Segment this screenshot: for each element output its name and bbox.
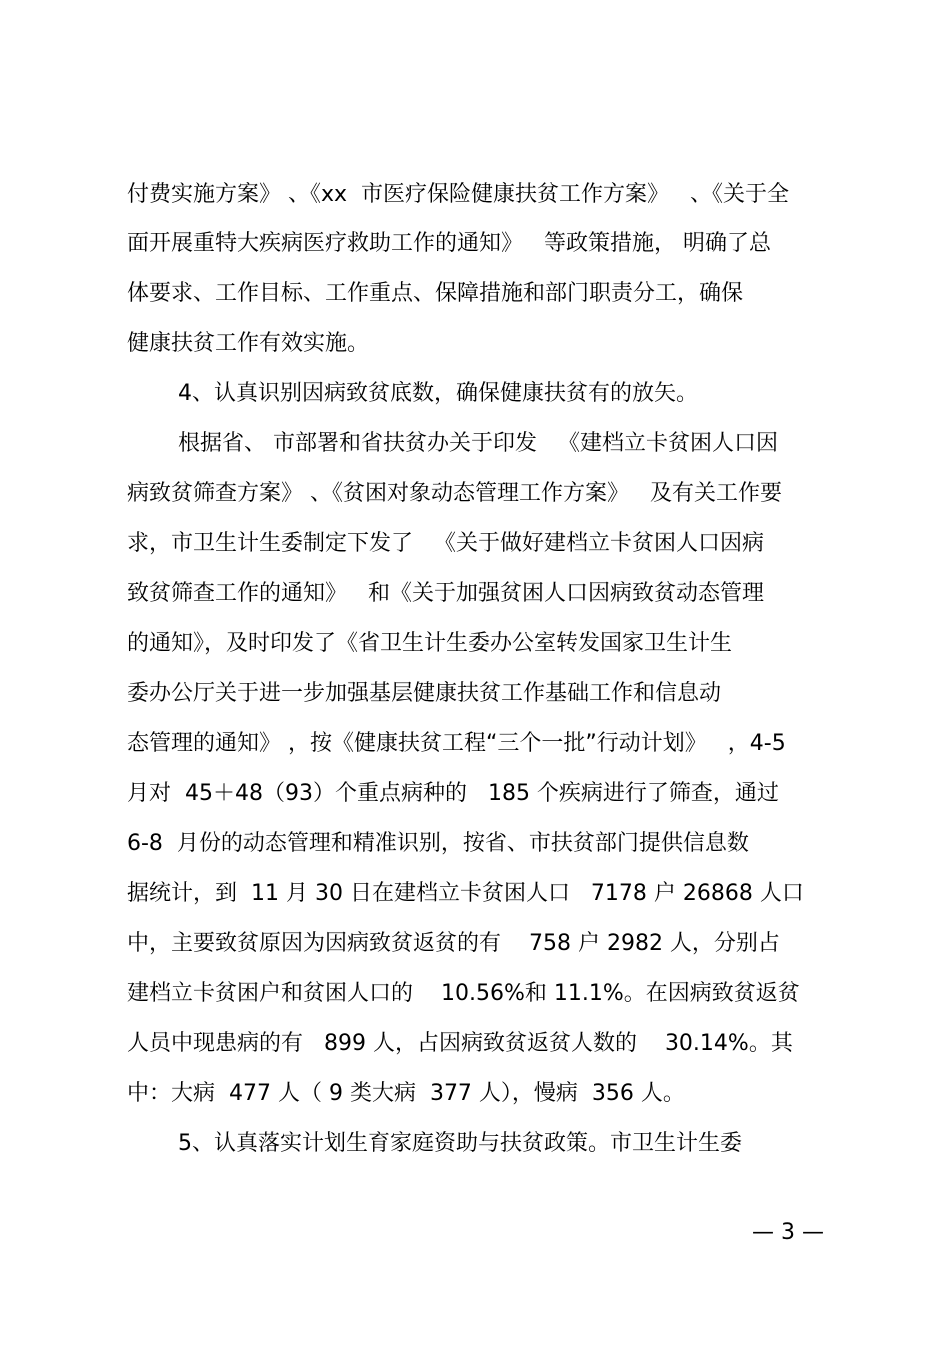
text-line: 建档立卡贫困户和贫困人口的 10.56%和 11.1%。在因病致贫返贫 (127, 981, 800, 1006)
text-line: 付费实施方案》 、《xx 市医疗保险健康扶贫工作方案》 、《关于全 (127, 182, 790, 207)
text-line: 人员中现患病的有 899 人，占因病致贫返贫人数的 30.14%。其 (127, 1031, 793, 1056)
text-line: 体要求、工作目标、工作重点、保障措施和部门职责分工，确保 (127, 281, 744, 306)
text-line: 6-8 月份的动态管理和精准识别，按省、市扶贫部门提供信息数 (127, 831, 749, 856)
text-line: 根据省、 市部署和省扶贫办关于印发 《建档立卡贫困人口因 (178, 431, 778, 456)
text-line: 4、认真识别因病致贫底数，确保健康扶贫有的放矢。 (178, 381, 698, 406)
text-line: 态管理的通知》 ，按《健康扶贫工程“三个一批”行动计划》 ，4-5 (127, 731, 786, 756)
text-line: 致贫筛查工作的通知》 和《关于加强贫困人口因病致贫动态管理 (127, 581, 764, 606)
text-line: 面开展重特大疾病医疗救助工作的通知》 等政策措施， 明确了总 (127, 231, 771, 256)
text-line: 的通知》，及时印发了《省卫生计生委办公室转发国家卫生计生 (127, 631, 733, 656)
text-line: 病致贫筛查方案》 、《贫困对象动态管理工作方案》 及有关工作要 (127, 481, 782, 506)
text-line: 健康扶贫工作有效实施。 (127, 331, 370, 356)
page-number: — 3 — (752, 1220, 824, 1245)
text-line: 据统计，到 11 月 30 日在建档立卡贫困人口 7178 户 26868 人口 (127, 881, 804, 906)
text-line: 中：大病 477 人（ 9 类大病 377 人），慢病 356 人。 (127, 1081, 685, 1106)
text-line: 月对 45＋48（93）个重点病种的 185 个疾病进行了筛查，通过 (127, 781, 779, 806)
text-line: 中，主要致贫原因为因病致贫返贫的有 758 户 2982 人，分别占 (127, 931, 780, 956)
text-line: 委办公厅关于进一步加强基层健康扶贫工作基础工作和信息动 (127, 681, 722, 706)
text-line: 5、认真落实计划生育家庭资助与扶贫政策。市卫生计生委 (178, 1131, 742, 1156)
text-line: 求，市卫生计生委制定下发了 《关于做好建档立卡贫困人口因病 (127, 531, 764, 556)
